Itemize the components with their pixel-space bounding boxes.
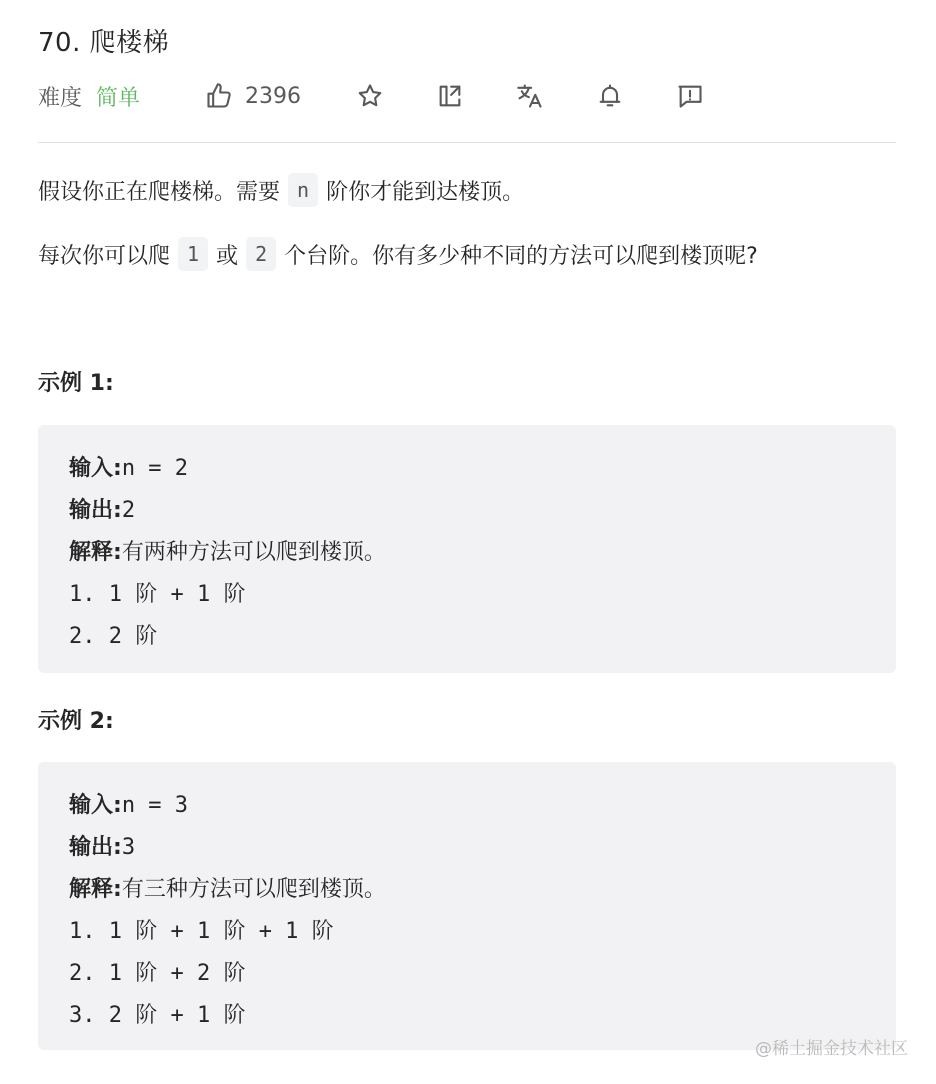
example-step-line: 3. 2 阶 + 1 阶 — [69, 1003, 246, 1028]
translate-button[interactable] — [516, 76, 544, 116]
input-label: 输入: — [69, 793, 122, 818]
like-button[interactable] — [205, 76, 301, 116]
description-text: 或 — [216, 243, 239, 269]
explain-label: 解释: — [69, 877, 122, 902]
inline-code: 2 — [246, 237, 276, 271]
example-1-block — [38, 425, 896, 673]
example-input-line — [69, 788, 188, 819]
output-value: 3 — [121, 835, 136, 860]
output-label: 输出: — [69, 498, 122, 523]
feedback-button[interactable] — [676, 76, 704, 116]
example-output-line — [69, 830, 135, 861]
difficulty-badge: 简单 — [96, 85, 141, 111]
explain-value: 有两种方法可以爬到楼顶。 — [121, 540, 386, 565]
favorite-button[interactable] — [356, 76, 384, 116]
description-paragraph-2 — [38, 232, 758, 276]
translate-icon — [516, 82, 544, 110]
description-text: 每次你可以爬 — [38, 243, 171, 269]
star-icon — [356, 82, 384, 110]
header-divider — [38, 142, 896, 143]
input-label: 输入: — [69, 456, 122, 481]
description-text: 假设你正在爬楼梯。需要 — [38, 179, 281, 205]
thumbs-up-icon — [205, 82, 233, 110]
input-value: n = 2 — [121, 456, 189, 481]
example-step-line: 1. 1 阶 + 1 阶 — [69, 582, 246, 607]
input-value: n = 3 — [121, 793, 189, 818]
feedback-icon — [676, 82, 704, 110]
example-1-heading: 示例 1: — [38, 371, 114, 396]
description-text: 个台阶。你有多少种不同的方法可以爬到楼顶呢? — [284, 243, 758, 269]
difficulty-row — [38, 76, 140, 116]
inline-code: n — [288, 173, 318, 207]
output-label: 输出: — [69, 835, 122, 860]
example-step-line: 1. 1 阶 + 1 阶 + 1 阶 — [69, 919, 334, 944]
output-value: 2 — [121, 498, 136, 523]
difficulty-label: 难度 — [38, 85, 83, 111]
example-input-line — [69, 451, 188, 482]
example-explain-line — [69, 535, 386, 566]
example-2-block — [38, 762, 896, 1050]
example-step-line: 2. 2 阶 — [69, 624, 158, 649]
example-2-heading: 示例 2: — [38, 709, 114, 734]
problem-title: 70. 爬楼梯 — [38, 28, 170, 58]
description-text: 阶你才能到达楼顶。 — [326, 179, 525, 205]
description-paragraph-1 — [38, 168, 524, 212]
notify-button[interactable] — [596, 76, 624, 116]
explain-value: 有三种方法可以爬到楼顶。 — [121, 877, 386, 902]
example-output-line — [69, 493, 135, 524]
inline-code: 1 — [178, 237, 208, 271]
example-step-line: 2. 1 阶 + 2 阶 — [69, 961, 246, 986]
like-count: 2396 — [245, 83, 301, 109]
share-icon — [436, 82, 464, 110]
bell-icon — [596, 82, 624, 110]
explain-label: 解释: — [69, 540, 122, 565]
share-button[interactable] — [436, 76, 464, 116]
watermark: @稀土掘金技术社区 — [755, 1039, 908, 1059]
example-explain-line — [69, 872, 386, 903]
